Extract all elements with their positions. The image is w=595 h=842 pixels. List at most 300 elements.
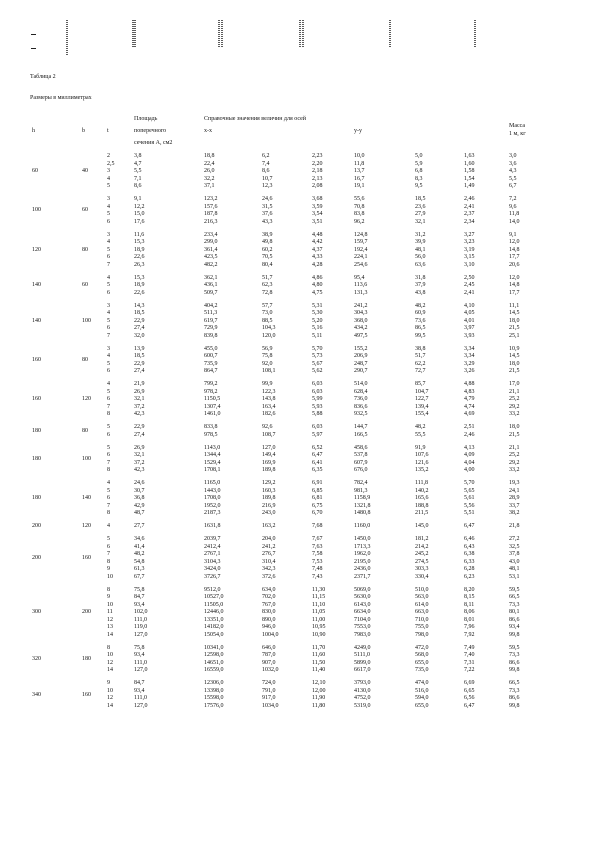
iy-radius-cell: 1,58 [464, 168, 475, 175]
area-cell: 18,9 [134, 246, 145, 253]
iy-moment-cell: 5899,0 [354, 659, 371, 666]
iy-radius-cell: 4,13 [464, 444, 475, 451]
ix-radius-cell: 7,48 [312, 566, 323, 573]
iy-radius-cell: 3,19 [464, 246, 475, 253]
mass-cell: 12,0 [509, 239, 520, 246]
iy-radius-cell: 3,97 [464, 325, 475, 332]
ix-radius-cell: 2,08 [312, 183, 323, 190]
iy-moment-cell: 155,2 [354, 345, 368, 352]
wx-modulus-cell: 310,4 [262, 558, 276, 565]
header-mark-2 [31, 48, 36, 49]
wx-modulus-cell: 163,2 [262, 523, 276, 530]
t-cell: 6 [107, 289, 110, 296]
wy-modulus-cell: 18,5 [415, 196, 426, 203]
ix-radius-cell: 10,90 [312, 631, 326, 638]
mass-cell: 66,5 [509, 680, 520, 687]
iy-radius-cell: 2,50 [464, 274, 475, 281]
ix-radius-cell: 11,05 [312, 609, 326, 616]
col-h-header: h [32, 128, 35, 134]
iy-radius-cell: 6,28 [464, 566, 475, 573]
iy-radius-cell: 7,40 [464, 652, 475, 659]
iy-radius-cell: 4,83 [464, 388, 475, 395]
iy-moment-cell: 166,5 [354, 431, 368, 438]
ix-radius-cell: 6,41 [312, 459, 323, 466]
area-cell: 93,4 [134, 687, 145, 694]
ix-radius-cell: 2,23 [312, 153, 323, 159]
t-cell: 3 [107, 196, 110, 203]
ix-radius-cell: 2,20 [312, 160, 323, 167]
mass-cell: 18,0 [509, 360, 520, 367]
t-cell: 10 [107, 652, 113, 659]
area-cell: 30,7 [134, 487, 145, 494]
ix-moment-cell: 1150,5 [204, 396, 221, 403]
t-cell: 6 [107, 254, 110, 261]
t-cell: 5 [107, 388, 110, 395]
wy-modulus-cell: 62,2 [415, 360, 426, 367]
wx-modulus-cell: 10,7 [262, 175, 273, 182]
wy-modulus-cell: 140,2 [415, 487, 429, 494]
ix-moment-cell: 3726,7 [204, 573, 221, 580]
wx-modulus-cell: 169,9 [262, 459, 276, 466]
ix-moment-cell: 26,0 [204, 168, 215, 175]
mass-cell: 17,0 [509, 381, 520, 388]
mass-cell: 9,6 [509, 203, 517, 210]
t-cell: 4 [107, 274, 110, 281]
wx-modulus-cell: 31,5 [262, 203, 273, 210]
area-cell: 36,8 [134, 495, 145, 502]
iy-moment-cell: 1450,0 [354, 535, 371, 542]
ix-radius-cell: 5,97 [312, 431, 323, 438]
iy-moment-cell: 497,5 [354, 332, 368, 339]
iy-moment-cell: 192,4 [354, 246, 368, 253]
ix-radius-cell: 6,85 [312, 487, 323, 494]
ix-radius-cell: 4,37 [312, 246, 323, 253]
wx-modulus-cell: 37,6 [262, 211, 273, 218]
area-cell: 37,2 [134, 403, 145, 410]
t-cell: 7 [107, 551, 110, 558]
iy-radius-cell: 2,45 [464, 282, 475, 289]
iy-moment-cell: 304,3 [354, 310, 368, 317]
wx-modulus-cell: 946,0 [262, 624, 276, 631]
ix-moment-cell: 11505,0 [204, 601, 224, 608]
wx-modulus-cell: 907,0 [262, 659, 276, 666]
wx-modulus-cell: 830,0 [262, 609, 276, 616]
iy-radius-cell: 1,54 [464, 175, 475, 182]
ix-moment-cell: 1307,4 [204, 403, 221, 410]
t-cell: 5 [107, 535, 110, 542]
ix-moment-cell: 13398,0 [204, 687, 224, 694]
area-cell: 54,8 [134, 558, 145, 565]
t-cell: 9 [107, 680, 110, 687]
group-h-value: 300 [32, 609, 41, 616]
iy-moment-cell: 113,6 [354, 282, 368, 289]
ix-radius-cell: 7,58 [312, 551, 323, 558]
wx-modulus-cell: 80,4 [262, 261, 273, 268]
ix-radius-cell: 12,00 [312, 687, 326, 694]
ix-moment-cell: 361,4 [204, 246, 218, 253]
wx-modulus-cell: 216,9 [262, 502, 276, 509]
wx-modulus-cell: 70,5 [262, 254, 273, 261]
area-cell: 48,7 [134, 510, 145, 517]
mass-cell: 99,8 [509, 667, 520, 674]
iy-radius-cell: 6,56 [464, 695, 475, 702]
wy-modulus-cell: 755,0 [415, 624, 429, 631]
wy-modulus-cell: 474,0 [415, 680, 429, 687]
wy-modulus-cell: 188,8 [415, 502, 429, 509]
group-b-value: 120 [82, 396, 91, 403]
ix-moment-cell: 12306,0 [204, 680, 224, 687]
t-cell: 8 [107, 586, 110, 593]
iy-moment-cell: 224,1 [354, 254, 368, 261]
ix-moment-cell: 216,3 [204, 218, 218, 225]
wy-modulus-cell: 614,0 [415, 601, 429, 608]
iy-moment-cell: 932,5 [354, 411, 368, 418]
area-cell: 13,9 [134, 345, 145, 352]
t-cell: 14 [107, 667, 113, 674]
ix-moment-cell: 1165,0 [204, 480, 221, 487]
ix-radius-cell: 2,18 [312, 168, 323, 175]
t-cell: 5 [107, 487, 110, 494]
iy-radius-cell: 6,65 [464, 687, 475, 694]
area-cell: 127,0 [134, 702, 148, 709]
ix-radius-cell: 4,75 [312, 289, 323, 296]
iy-radius-cell: 2,41 [464, 203, 475, 210]
area-cell: 27,4 [134, 368, 145, 375]
iy-radius-cell: 4,69 [464, 411, 475, 418]
wx-modulus-cell: 62,3 [262, 282, 273, 289]
ix-moment-cell: 233,4 [204, 231, 218, 238]
t-cell: 6 [107, 325, 110, 332]
iy-moment-cell: 124,8 [354, 231, 368, 238]
iy-radius-cell: 7,96 [464, 624, 475, 631]
wx-modulus-cell: 127,0 [262, 444, 276, 451]
wy-modulus-cell: 181,2 [415, 535, 429, 542]
area-cell: 27,4 [134, 325, 145, 332]
mass-cell: 24,1 [509, 487, 520, 494]
mass-cell: 43,0 [509, 558, 520, 565]
t-cell: 8 [107, 510, 110, 517]
area-cell: 8,6 [134, 183, 142, 190]
iy-moment-cell: 4130,0 [354, 687, 371, 694]
ix-radius-cell: 6,47 [312, 452, 323, 459]
wy-modulus-cell: 72,7 [415, 368, 426, 375]
iy-moment-cell: 782,4 [354, 480, 368, 487]
mass-cell: 18,0 [509, 317, 520, 324]
ix-moment-cell: 14651,0 [204, 659, 224, 666]
header-column-mark [474, 20, 476, 48]
iy-moment-cell: 836,6 [354, 403, 368, 410]
wy-modulus-cell: 121,6 [415, 459, 429, 466]
ix-moment-cell: 978,5 [204, 431, 218, 438]
ix-moment-cell: 37,1 [204, 183, 215, 190]
area-cell: 32,0 [134, 332, 145, 339]
iy-radius-cell: 4,04 [464, 459, 475, 466]
area-cell: 102,0 [134, 609, 148, 616]
group-h-value: 100 [32, 207, 41, 214]
t-cell: 13 [107, 624, 113, 631]
wy-modulus-cell: 38,8 [415, 345, 426, 352]
mass-cell: 14,5 [509, 353, 520, 360]
ix-moment-cell: 9512,0 [204, 586, 221, 593]
mass-cell: 73,3 [509, 652, 520, 659]
group-h-value: 160 [32, 356, 41, 363]
iy-moment-cell: 7104,0 [354, 616, 371, 623]
header-column-mark [221, 20, 223, 48]
wy-modulus-cell: 60,9 [415, 310, 426, 317]
group-b-value: 100 [82, 317, 91, 324]
iy-radius-cell: 4,79 [464, 396, 475, 403]
col-area-header-3: сечения A, см2 [134, 140, 173, 146]
iy-moment-cell: 1480,8 [354, 510, 371, 517]
t-cell: 5 [107, 282, 110, 289]
iy-moment-cell: 83,8 [354, 211, 365, 218]
mass-cell: 17,7 [509, 289, 520, 296]
t-cell: 5 [107, 317, 110, 324]
iy-radius-cell: 3,93 [464, 332, 475, 339]
iy-moment-cell: 6143,0 [354, 601, 371, 608]
group-b-value: 200 [82, 609, 91, 616]
iy-radius-cell: 3,15 [464, 254, 475, 261]
t-cell: 4 [107, 239, 110, 246]
wx-modulus-cell: 917,0 [262, 695, 276, 702]
area-cell: 119,0 [134, 624, 148, 631]
ix-radius-cell: 7,63 [312, 543, 323, 550]
iy-moment-cell: 290,7 [354, 368, 368, 375]
wy-modulus-cell: 111,8 [415, 480, 429, 487]
table-label: Таблица 2 [30, 74, 56, 80]
ix-radius-cell: 4,86 [312, 274, 323, 281]
mass-cell: 4,3 [509, 168, 517, 175]
ix-moment-cell: 404,2 [204, 302, 218, 309]
t-cell: 5 [107, 444, 110, 451]
mass-cell: 27,2 [509, 535, 520, 542]
wx-modulus-cell: 38,9 [262, 231, 273, 238]
area-cell: 32,1 [134, 452, 145, 459]
area-cell: 84,7 [134, 680, 145, 687]
ix-radius-cell: 11,60 [312, 652, 326, 659]
wx-modulus-cell: 342,3 [262, 566, 276, 573]
wy-modulus-cell: 568,0 [415, 652, 429, 659]
iy-radius-cell: 6,43 [464, 543, 475, 550]
wx-modulus-cell: 24,6 [262, 196, 273, 203]
area-cell: 93,4 [134, 652, 145, 659]
iy-radius-cell: 6,69 [464, 680, 475, 687]
mass-cell: 37,8 [509, 551, 520, 558]
mass-cell: 14,8 [509, 246, 520, 253]
area-cell: 22,9 [134, 317, 145, 324]
ix-radius-cell: 6,81 [312, 495, 323, 502]
area-cell: 22,9 [134, 424, 145, 431]
iy-moment-cell: 7553,0 [354, 624, 371, 631]
wy-modulus-cell: 663,0 [415, 609, 429, 616]
mass-cell: 59,5 [509, 586, 520, 593]
iy-moment-cell: 254,6 [354, 261, 368, 268]
ix-radius-cell: 5,93 [312, 403, 323, 410]
wx-modulus-cell: 57,7 [262, 302, 273, 309]
wx-modulus-cell: 189,8 [262, 495, 276, 502]
group-b-value: 80 [82, 356, 88, 363]
iy-moment-cell: 981,3 [354, 487, 368, 494]
area-cell: 18,5 [134, 310, 145, 317]
area-cell: 32,1 [134, 396, 145, 403]
iy-radius-cell: 6,47 [464, 523, 475, 530]
iy-moment-cell: 3793,0 [354, 680, 371, 687]
area-cell: 26,9 [134, 444, 145, 451]
area-cell: 111,0 [134, 695, 148, 702]
area-cell: 15,0 [134, 211, 145, 218]
iy-radius-cell: 1,49 [464, 183, 475, 190]
iy-moment-cell: 241,2 [354, 302, 368, 309]
wx-modulus-cell: 702,0 [262, 594, 276, 601]
iy-radius-cell: 5,70 [464, 480, 475, 487]
iy-moment-cell: 159,7 [354, 239, 368, 246]
t-cell: 6 [107, 368, 110, 375]
mass-cell: 21,1 [509, 388, 520, 395]
group-h-value: 120 [32, 246, 41, 253]
area-cell: 84,7 [134, 594, 145, 601]
ix-radius-cell: 6,75 [312, 502, 323, 509]
ix-radius-cell: 12,10 [312, 680, 326, 687]
wy-modulus-cell: 6,8 [415, 168, 423, 175]
ix-moment-cell: 3424,0 [204, 566, 221, 573]
mass-cell: 21,5 [509, 431, 520, 438]
ix-moment-cell: 729,9 [204, 325, 218, 332]
area-cell: 26,3 [134, 261, 145, 268]
mass-cell: 29,2 [509, 403, 520, 410]
wx-modulus-cell: 108,1 [262, 368, 276, 375]
ix-radius-cell: 5,62 [312, 368, 323, 375]
t-cell: 5 [107, 183, 110, 190]
wx-modulus-cell: 1032,0 [262, 667, 279, 674]
header-column-mark [389, 20, 391, 48]
wx-modulus-cell: 92,0 [262, 360, 273, 367]
ix-moment-cell: 839,8 [204, 332, 218, 339]
area-cell: 48,2 [134, 551, 145, 558]
table-subtitle: Размеры в миллиметрах [30, 95, 92, 101]
group-h-value: 180 [32, 455, 41, 462]
area-cell: 111,0 [134, 616, 148, 623]
ix-radius-cell: 10,95 [312, 624, 326, 631]
wy-modulus-cell: 655,0 [415, 659, 429, 666]
wy-modulus-cell: 39,9 [415, 239, 426, 246]
wy-modulus-cell: 594,0 [415, 695, 429, 702]
wx-modulus-cell: 49,8 [262, 239, 273, 246]
mass-cell: 28,9 [509, 495, 520, 502]
mass-cell: 5,5 [509, 175, 517, 182]
iy-radius-cell: 5,65 [464, 487, 475, 494]
ix-moment-cell: 1461,0 [204, 411, 221, 418]
iy-moment-cell: 144,7 [354, 424, 368, 431]
iy-radius-cell: 6,33 [464, 558, 475, 565]
mass-cell: 9,1 [509, 231, 517, 238]
ix-radius-cell: 4,80 [312, 282, 323, 289]
iy-radius-cell: 2,51 [464, 424, 475, 431]
wy-modulus-cell: 51,7 [415, 353, 426, 360]
iy-moment-cell: 55,6 [354, 196, 365, 203]
col-mass-header-1: Масса [509, 123, 526, 129]
t-cell: 9 [107, 566, 110, 573]
iy-radius-cell: 6,23 [464, 573, 475, 580]
ix-moment-cell: 362,1 [204, 274, 218, 281]
ix-moment-cell: 1443,0 [204, 487, 221, 494]
wx-modulus-cell: 204,0 [262, 535, 276, 542]
wy-modulus-cell: 73,6 [415, 317, 426, 324]
group-h-value: 60 [32, 168, 38, 175]
ix-moment-cell: 600,7 [204, 353, 218, 360]
iy-moment-cell: 19,1 [354, 183, 365, 190]
ix-radius-cell: 5,70 [312, 345, 323, 352]
wx-modulus-cell: 787,0 [262, 652, 276, 659]
wx-modulus-cell: 75,8 [262, 353, 273, 360]
iy-radius-cell: 2,37 [464, 211, 475, 218]
group-b-value: 100 [82, 455, 91, 462]
col-b-header: b [82, 128, 85, 134]
t-cell: 5 [107, 211, 110, 218]
mass-cell: 18,0 [509, 424, 520, 431]
t-cell: 9 [107, 594, 110, 601]
ix-radius-cell: 5,88 [312, 411, 323, 418]
t-cell: 10 [107, 687, 113, 694]
area-cell: 4,7 [134, 160, 142, 167]
area-cell: 93,4 [134, 601, 145, 608]
mass-cell: 86,6 [509, 616, 520, 623]
mass-cell: 48,1 [509, 566, 520, 573]
group-b-value: 60 [82, 207, 88, 214]
iy-radius-cell: 2,41 [464, 289, 475, 296]
iy-radius-cell: 4,88 [464, 381, 475, 388]
wx-modulus-cell: 160,3 [262, 487, 276, 494]
wy-modulus-cell: 63,6 [415, 261, 426, 268]
ix-moment-cell: 1708,0 [204, 495, 221, 502]
wy-modulus-cell: 91,9 [415, 444, 426, 451]
iy-moment-cell: 96,2 [354, 218, 365, 225]
iy-radius-cell: 3,27 [464, 231, 475, 238]
t-cell: 7 [107, 502, 110, 509]
area-cell: 11,6 [134, 231, 145, 238]
wy-modulus-cell: 86,5 [415, 325, 426, 332]
area-cell: 18,9 [134, 282, 145, 289]
t-cell: 4 [107, 310, 110, 317]
iy-radius-cell: 2,46 [464, 431, 475, 438]
wy-modulus-cell: 655,0 [415, 702, 429, 709]
wx-modulus-cell: 88,5 [262, 317, 273, 324]
ix-radius-cell: 11,10 [312, 601, 326, 608]
iy-moment-cell: 4752,0 [354, 695, 371, 702]
header-column-mark [299, 20, 301, 48]
iy-radius-cell: 1,60 [464, 160, 475, 167]
mass-cell: 14,0 [509, 218, 520, 225]
ix-radius-cell: 11,80 [312, 702, 326, 709]
mass-cell: 86,6 [509, 659, 520, 666]
mass-cell: 66,5 [509, 594, 520, 601]
wx-modulus-cell: 7,4 [262, 160, 270, 167]
t-cell: 6 [107, 452, 110, 459]
wy-modulus-cell: 48,2 [415, 424, 426, 431]
ix-moment-cell: 18,8 [204, 153, 215, 159]
iy-moment-cell: 5319,0 [354, 702, 371, 709]
wy-modulus-cell: 122,7 [415, 396, 429, 403]
ix-moment-cell: 833,8 [204, 424, 218, 431]
wy-modulus-cell: 5,9 [415, 160, 423, 167]
wx-modulus-cell: 120,0 [262, 332, 276, 339]
iy-moment-cell: 7983,0 [354, 631, 371, 638]
iy-moment-cell: 1158,9 [354, 495, 371, 502]
iy-moment-cell: 248,7 [354, 360, 368, 367]
iy-moment-cell: 206,9 [354, 353, 368, 360]
iy-radius-cell: 4,74 [464, 403, 475, 410]
group-b-value: 80 [82, 246, 88, 253]
wx-modulus-cell: 73,0 [262, 310, 273, 317]
